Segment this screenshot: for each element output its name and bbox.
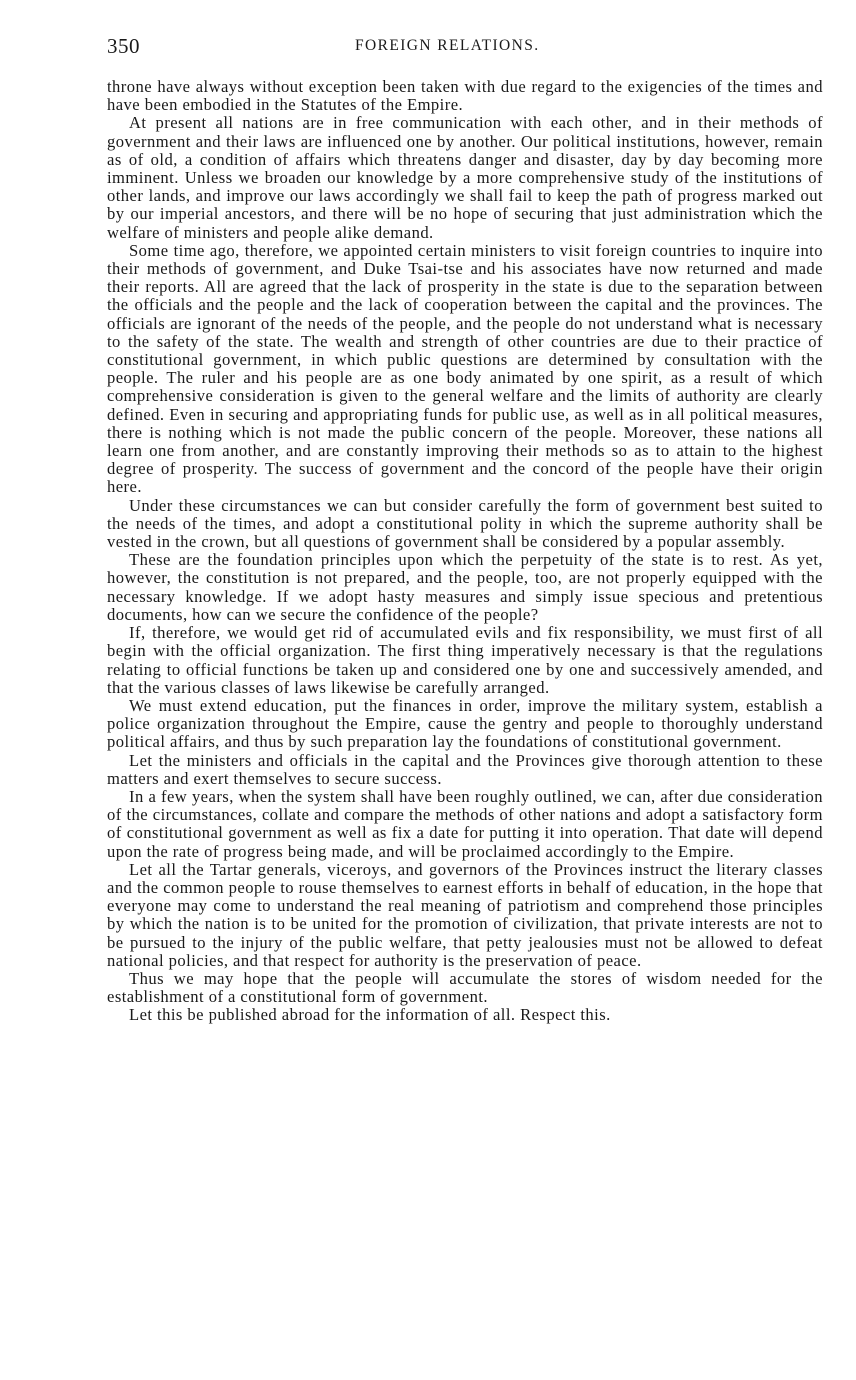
- paragraph: Thus we may hope that the people will accumulate the stores of wisdom needed for the establishment of a constitutional form of government.: [107, 968, 823, 1007]
- paragraph: Let all the Tartar generals, viceroys, and governors of the Provinces instruct the literary classes and the common people to rouse themselves to earnest efforts in behalf of education, in the hope that everyone may come to understand the real meaning of patriotism and comprehend those principles by which the nation is to be united for the promotion of civilization, that private interests are not to be pursued to the injury of the public welfare, that petty jealousies must not be allowed to defeat national policies, and that respect for authority is the preservation of peace.: [107, 859, 823, 970]
- paragraph: We must extend education, put the finances in order, improve the military system, establish a police organization throughout the Empire, cause the gentry and people to thoroughly understand political affairs, and thus by such preparation lay the foundations of constitutional government.: [107, 695, 823, 752]
- paragraph: Some time ago, therefore, we appointed certain ministers to visit foreign countries to inquire into their methods of government, and Duke Tsai-tse and his associates have now returned and made their reports. All are agreed that the lack of prosperity in the state is due to the separation between the officials and the people and the lack of cooperation between the capital and the provinces. The officials are ignorant of the needs of the people, and the people do not understand what is necessary to the safety of the state. The wealth and strength of other countries are due to their practice of constitutional government, in which public questions are determined by consultation with the people. The ruler and his people are as one body animated by one spirit, as a result of which comprehensive consideration is given to the general welfare and the limits of authority are clearly defined. Even in securing and appropriating funds for public use, as well as in all political measures, there is nothing which is not made the public concern of the people. Moreover, these nations all learn one from another, and are constantly improving their methods so as to attain to the highest degree of prosperity. The success of government and the concord of the people have their origin here.: [107, 240, 823, 497]
- paragraph: At present all nations are in free communication with each other, and in their methods of government and their laws are influenced one by another. Our political institutions, however, remain as of old, a condition of affairs which threatens danger and disaster, day by day becoming more imminent. Unless we broaden our knowledge by a more comprehensive study of the institutions of other lands, and improve our laws accordingly we shall fail to keep the path of progress marked out by our imperial ancestors, and there will be no hope of securing that just administration which the welfare of ministers and people alike demand.: [107, 113, 823, 242]
- paragraph-continued: throne have always without exception been taken with due regard to the exigencies of the times and have been embodied in the Statutes of the Empire.: [107, 77, 823, 115]
- paragraph: Under these circumstances we can but consider carefully the form of government best suited to the needs of the times, and adopt a constitutional polity in which the supreme authority shall be vested in the crown, but all questions of government shall be considered by a popular assembly.: [107, 495, 823, 552]
- body-text: [107, 78, 823, 1025]
- running-title: FOREIGN RELATIONS.: [355, 37, 540, 54]
- paragraph: If, therefore, we would get rid of accumulated evils and fix responsibility, we must first of all begin with the official organization. The first thing imperatively necessary is that the regulations relating to official functions be taken up and considered one by one and successively amended, and that the various classes of laws likewise be carefully arranged.: [107, 623, 823, 697]
- paragraph: Let the ministers and officials in the capital and the Provinces give thorough attention to these matters and exert themselves to secure success.: [107, 750, 823, 788]
- paragraph: In a few years, when the system shall have been roughly outlined, we can, after due consideration of the circumstances, collate and compare the methods of other nations and adopt a satisfactory form of constitutional government as well as fix a date for putting it into operation. That date will depend upon the rate of progress being made, and will be proclaimed accordingly to the Empire.: [107, 786, 823, 861]
- paragraph: Let this be published abroad for the information of all. Respect this.: [129, 1005, 611, 1025]
- page-number: 350: [107, 34, 140, 58]
- running-head: [107, 34, 823, 58]
- paragraph: These are the foundation principles upon which the perpetuity of the state is to rest. As yet, however, the constitution is not prepared, and the people, too, are not properly equipped with the necessary knowledge. If we adopt hasty measures and simply issue specious and pretentious documents, how can we secure the confidence of the people?: [107, 550, 823, 624]
